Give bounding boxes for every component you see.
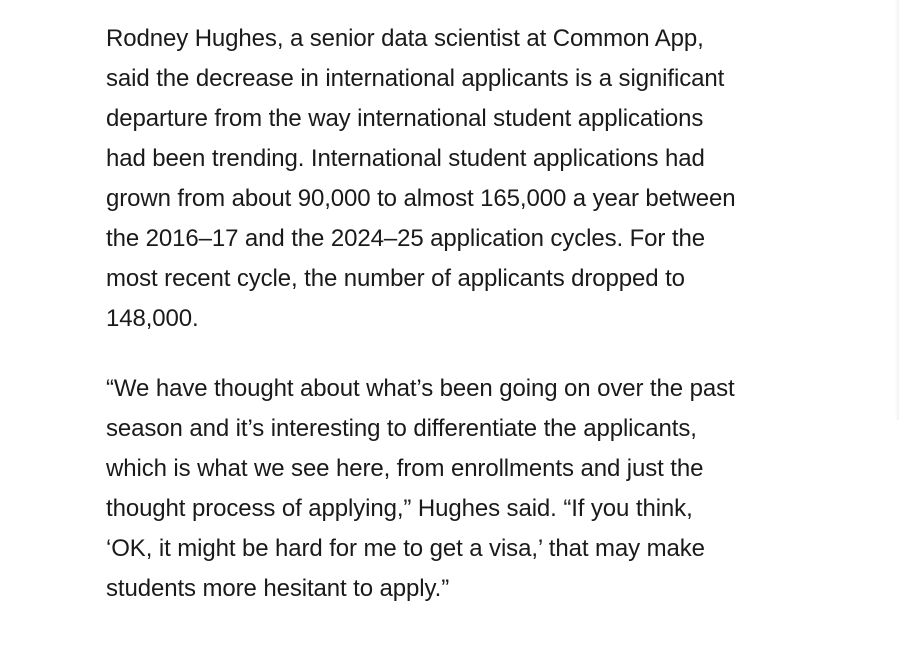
scrollbar-edge[interactable] (895, 0, 899, 420)
article-paragraph-hughes-quote: “We have thought about what’s been going on over the past season and it’s interesting to differentiate the applicants, which is what we see here, from enrollments and just the thought process of applying,” Hughes said. “If you think, ‘OK, it might be hard for me to get a visa,’ that may make students more hesitant to apply.” (106, 375, 735, 602)
article-paragraph-hughes-data: Rodney Hughes, a senior data scientist at Common App, said the decrease in international applicants is a significant departure from the way international student applications had been trending. International student applications had grown from about 90,000 to almost 165,000 a year between the 2016–17 and the 2024–25 application cycles. For the most recent cycle, the number of applicants dropped to 148,000. (106, 25, 736, 332)
article-body (106, 19, 866, 609)
